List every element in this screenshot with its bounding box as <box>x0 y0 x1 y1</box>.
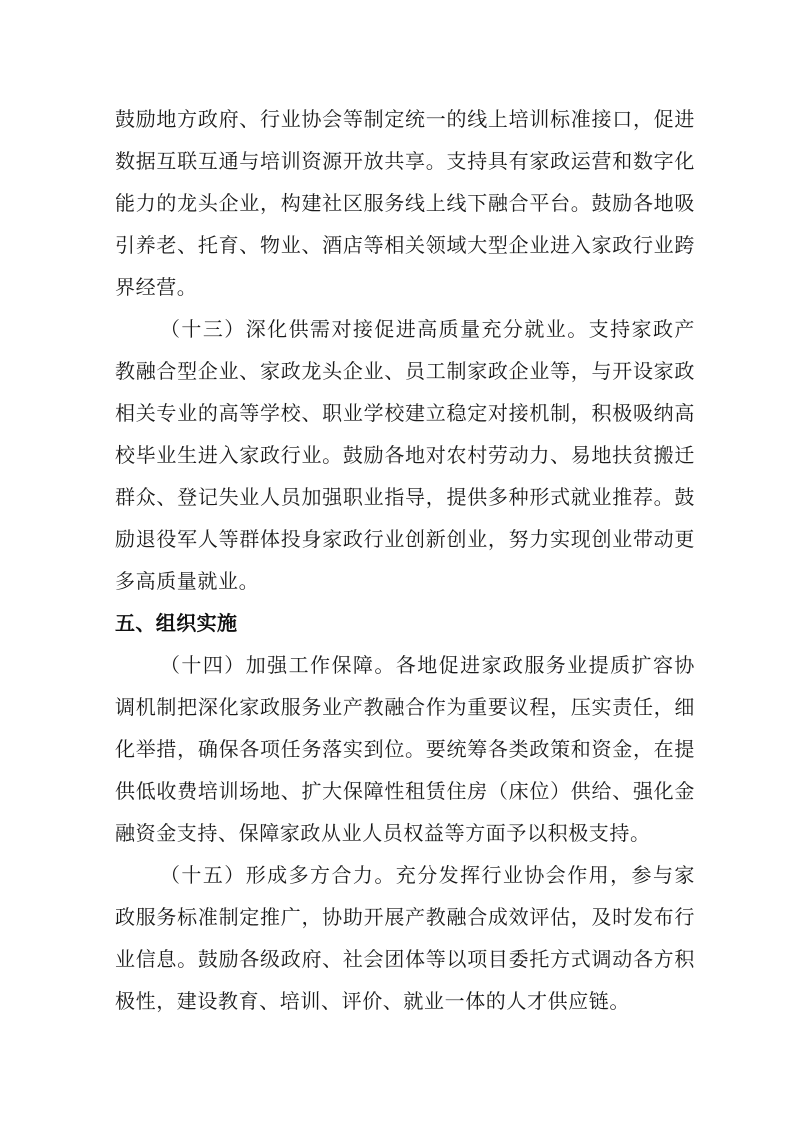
section-heading-organization: 五、组织实施 <box>115 611 238 635</box>
paragraph-section-13: （十三）深化供需对接促进高质量充分就业。支持家政产教融合型企业、家政龙头企业、员工制家政企业等，与开设家政相关专业的高等学校、职业学校建立稳定对接机制，积极吸纳高校毕业生进入家政行业。鼓励各地对农村劳动力、易地扶贫搬迁群众、登记失业人员加强职业指导，提供多种形式就业推荐。鼓励退役军人等群体投身家政行业创新创业，努力实现创业带动更多高质量就业。 <box>115 317 695 593</box>
document-body <box>115 98 695 1022</box>
paragraph-section-14: （十四）加强工作保障。各地促进家政服务业提质扩容协调机制把深化家政服务业产教融合作为重要议程，压实责任，细化举措，确保各项任务落实到位。要统筹各类政策和资金，在提供低收费培训场地、扩大保障性租赁住房（床位）供给、强化金融资金支持、保障家政从业人员权益等方面予以积极支持。 <box>115 653 695 845</box>
paragraph-online-training-standards: 鼓励地方政府、行业协会等制定统一的线上培训标准接口，促进数据互联互通与培训资源开放共享。支持具有家政运营和数字化能力的龙头企业，构建社区服务线上线下融合平台。鼓励各地吸引养老、托育、物业、酒店等相关领域大型企业进入家政行业跨界经营。 <box>115 107 695 299</box>
paragraph-section-15: （十五）形成多方合力。充分发挥行业协会作用，参与家政服务标准制定推广，协助开展产教融合成效评估，及时发布行业信息。鼓励各级政府、社会团体等以项目委托方式调动各方积极性，建设教育、培训、评价、就业一体的人才供应链。 <box>115 863 695 1013</box>
